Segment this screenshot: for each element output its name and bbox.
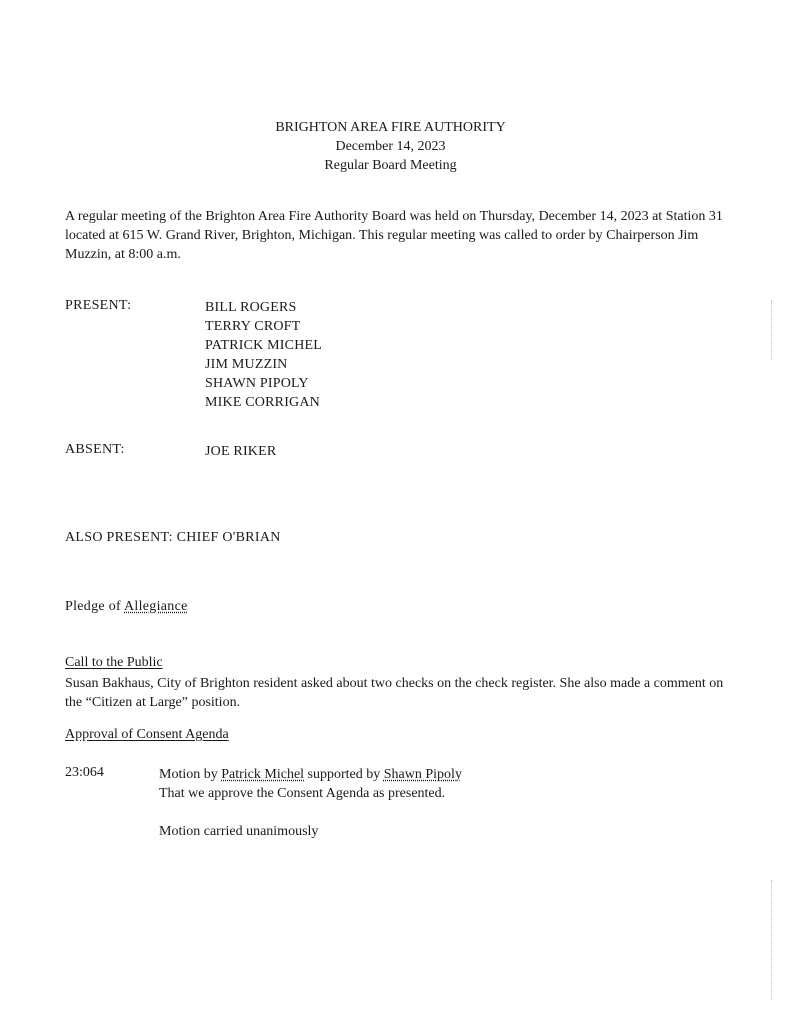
- organization-title: BRIGHTON AREA FIRE AUTHORITY: [275, 120, 506, 135]
- call-to-public-text: Susan Bakhaus, City of Brighton resident asked about two checks on the check register. She also made a comment on the “Citizen at Large” position.: [65, 676, 724, 710]
- pledge-of-allegiance: [65, 599, 188, 615]
- absent-names-list: [205, 442, 276, 461]
- absent-name: JOE RIKER: [205, 444, 277, 459]
- pledge-text-part2: Allegiance: [124, 599, 188, 614]
- present-name: MIKE CORRIGAN: [205, 395, 320, 410]
- motion-result: Motion carried unanimously: [159, 824, 319, 839]
- meeting-type: Regular Board Meeting: [324, 158, 457, 173]
- consent-agenda-heading: Approval of Consent Agenda: [65, 727, 229, 742]
- call-to-public-heading: Call to the Public: [65, 655, 163, 670]
- present-name: TERRY CROFT: [205, 319, 301, 334]
- present-label: PRESENT:: [65, 298, 132, 313]
- pledge-text-part1: Pledge of: [65, 599, 124, 614]
- absent-label: ABSENT:: [65, 442, 125, 457]
- present-names-list: [205, 298, 322, 412]
- motion-line-1: [159, 765, 462, 784]
- scan-margin-mark: [771, 300, 773, 360]
- present-name: PATRICK MICHEL: [205, 338, 323, 353]
- present-name: SHAWN PIPOLY: [205, 376, 309, 391]
- meeting-date: December 14, 2023: [335, 139, 446, 154]
- motion-body: [159, 765, 462, 841]
- supported-by-text: supported by: [304, 767, 384, 782]
- document-header: [0, 118, 781, 175]
- motion-line-2: That we approve the Consent Agenda as presented.: [159, 786, 446, 801]
- scan-margin-mark: [771, 880, 773, 1000]
- motion-mover: Patrick Michel: [221, 767, 305, 782]
- motion-by-text: Motion by: [159, 767, 222, 782]
- intro-paragraph: A regular meeting of the Brighton Area Fire Authority Board was held on Thursday, December 14, 2023 at Station 31 located at 615 W. Grand River, Brighton, Michigan. This regular meeting was called to order by Chairperson Jim Muzzin, at 8:00 a.m.: [65, 209, 723, 262]
- present-name: JIM MUZZIN: [205, 357, 288, 372]
- also-present: ALSO PRESENT: CHIEF O'BRIAN: [65, 530, 281, 545]
- present-name: BILL ROGERS: [205, 300, 297, 315]
- motion-supporter: Shawn Pipoly: [383, 767, 462, 782]
- motion-number: 23:064: [65, 765, 104, 780]
